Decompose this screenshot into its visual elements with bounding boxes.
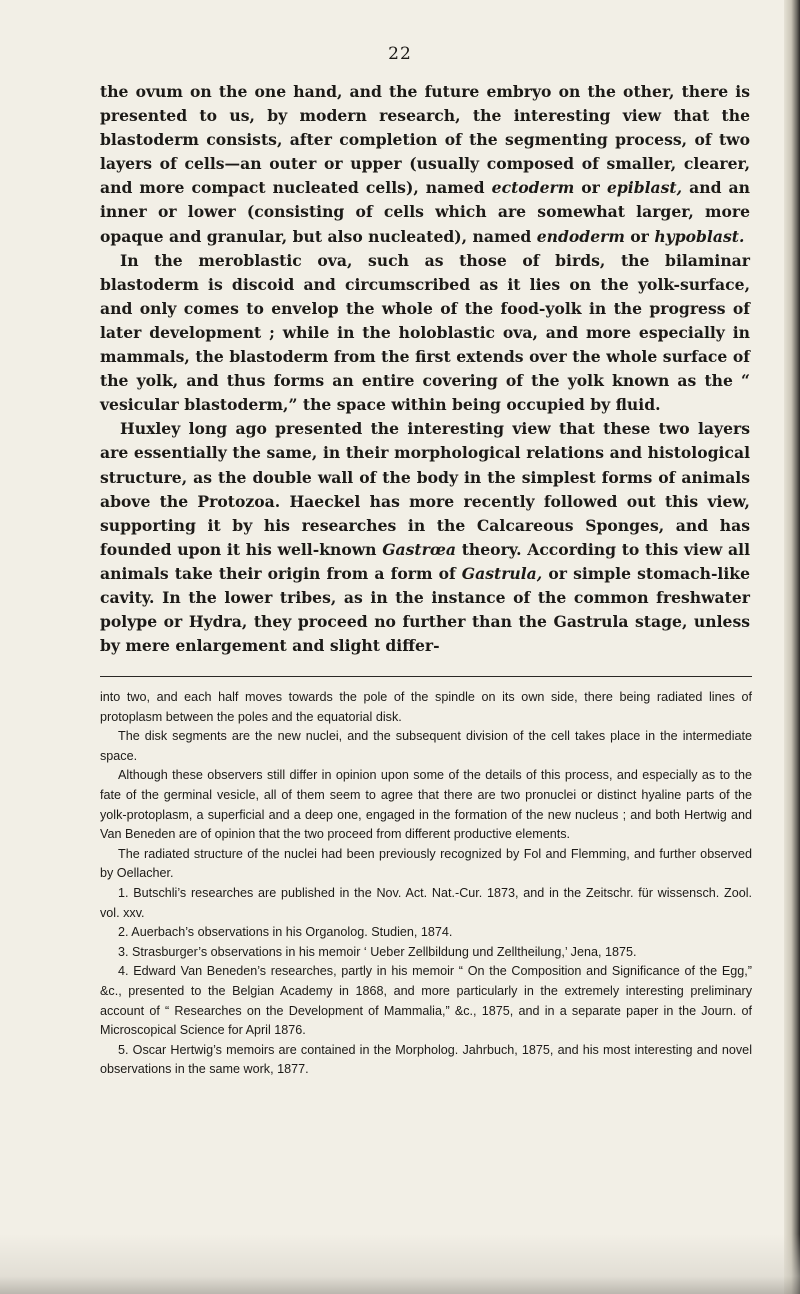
paragraph-2: In the meroblastic ova, such as those of birds, the bilaminar blastoderm is discoid and circumscribed as it lies on the yolk-surface, and only comes to envelop the whole of the food-yolk in the progress of later development ; while in the holoblastic ova, and more especially in mammals, the blastoderm from the first extends over the whole surface of the yolk, and thus forms an entire covering of the yolk known as the “ vesicular blastoderm,” the space within being occupied by fluid.	[100, 250, 750, 415]
term-gastrula: Gastrula,	[461, 563, 543, 583]
term-hypoblast: hypoblast.	[654, 226, 745, 246]
footnote-reference-3: 3. Strasburger’s observations in his memoir ‘ Ueber Zellbildung und Zelltheilung,’ Jena, 1875.	[118, 944, 637, 959]
paragraph-3	[100, 417, 750, 658]
footnotes	[100, 688, 752, 1080]
term-endoderm: endoderm	[536, 226, 625, 246]
footnote-reference-4: 4. Edward Van Beneden’s researches, partly in his memoir “ On the Composition and Significance of the Egg,” &c., presented to the Belgian Academy in 1868, and more particularly in the extremely interesting preliminary account of “ Researches on the Development of Mammalia,” &c., 1875, and in a separate paper in the Journ. of Microscopical Science for April 1876.	[100, 964, 752, 1038]
page-bottom-shadow	[0, 1234, 800, 1294]
paragraph-3-text-b: theory. According to this view all animals take their origin from a form of	[100, 539, 750, 583]
paragraph-3-text-a: Huxley long ago presented the interesting view that these two layers are essentially the same, in their morphological relations and histological structure, as the double wall of the body in the simplest forms of animals above the Protozoa. Haeckel has more recently followed out this view, supporting it by his researches in the Calcareous Sponges, and has founded upon it his well-known	[100, 419, 750, 559]
footnote-reference-5: 5. Oscar Hertwig’s memoirs are contained in the Morpholog. Jahrbuch, 1875, and his most interesting and novel observations in the same work, 1877.	[100, 1042, 752, 1077]
page-edge-shadow	[784, 0, 800, 1294]
footnote-continuation: into two, and each half moves towards the pole of the spindle on its own side, there being radiated lines of protoplasm between the poles and the equatorial disk.	[100, 690, 752, 724]
term-ectoderm: ectoderm	[491, 178, 575, 198]
term-gastraea: Gastrœa	[382, 539, 456, 559]
paragraph-1-text-c: and an inner or lower (consisting of cells which are somewhat larger, more opaque and granular, but also nucleated), named	[100, 178, 750, 246]
term-epiblast: epiblast,	[606, 178, 683, 198]
footnote-divider	[100, 676, 752, 677]
paragraph-3-text-c: or simple stomach-like cavity. In the lower tribes, as in the instance of the common freshwater polype or Hydra, they proceed no further than the Gastrula stage, unless by mere enlargement and slight differ-	[100, 563, 750, 656]
footnote-reference-2: 2. Auerbach’s observations in his Organolog. Studien, 1874.	[118, 925, 453, 940]
main-text	[100, 80, 750, 658]
paragraph-1	[100, 80, 750, 249]
footnote-paragraph: The disk segments are the new nuclei, and the subsequent division of the cell takes place in the intermediate space.	[100, 729, 752, 763]
footnote-paragraph: The radiated structure of the nuclei had been previously recognized by Fol and Flemming, and further observed by Oellacher.	[100, 846, 752, 881]
paragraph-1-text-b: or	[574, 178, 607, 198]
page-number: 22	[388, 44, 412, 64]
footnote-reference-1: 1. Butschli’s researches are published in the Nov. Act. Nat.-Cur. 1873, and in the Zeitschr. für wissensch. Zool. vol. xxv.	[100, 885, 752, 920]
paragraph-1-text-d: or	[624, 226, 655, 246]
footnote-paragraph: Although these observers still differ in opinion upon some of the details of this process, and especially as to the fate of the germinal vesicle, all of them seem to agree that there are two pronuclei or distinct hyaline parts of the yolk-protoplasm, a superficial and a deep one, engaged in the formation of the new nucleus ; and both Hertwig and Van Beneden are of opinion that the two proceed from different productive elements.	[100, 768, 752, 842]
paragraph-1-text-a: the ovum on the one hand, and the future embryo on the other, there is presented to us, by modern research, the interesting view that the blastoderm consists, after completion of the segmenting process, of two layers of cells—an outer or upper (usually composed of smaller, clearer, and more compact nucleated cells), named	[100, 82, 750, 198]
